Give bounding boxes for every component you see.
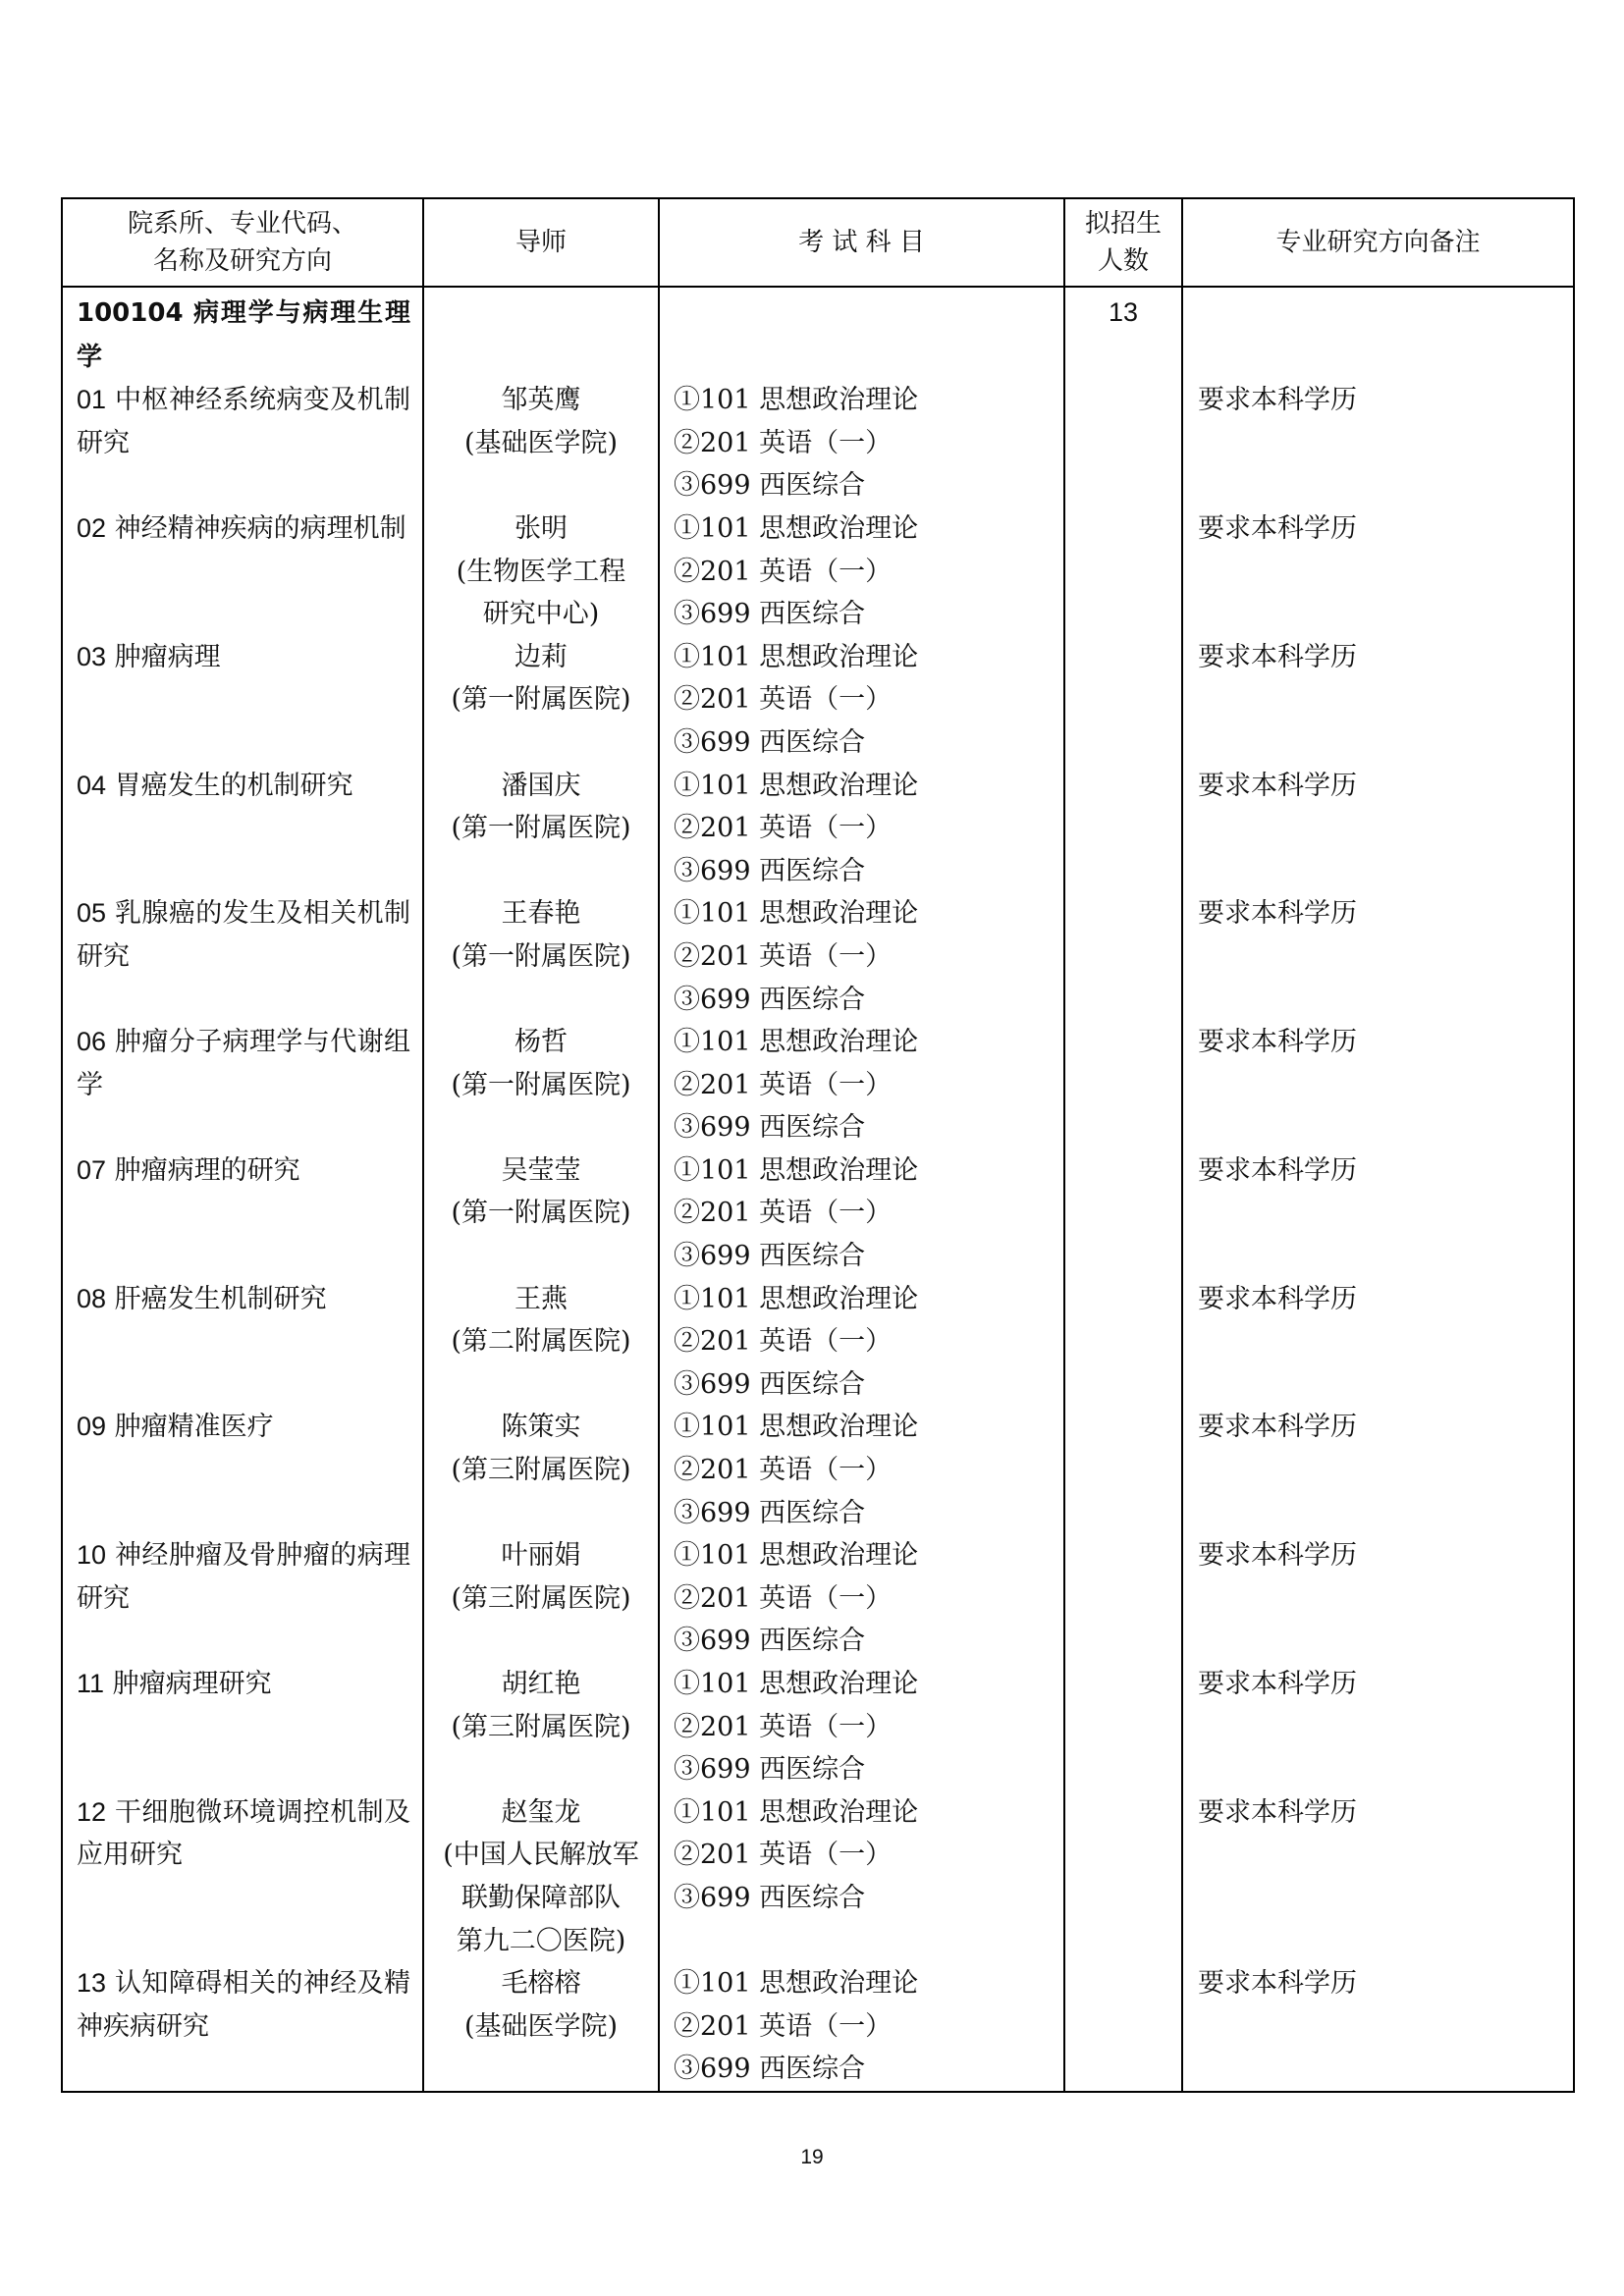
direction-name: 肝癌发生机制研究 [114, 1283, 327, 1314]
note-cell [1182, 1149, 1574, 1278]
header-quota [1064, 198, 1182, 287]
direction-number: 04 [77, 770, 107, 800]
direction-cell [62, 1278, 423, 1407]
exam-subject: ②201 英语（一） [674, 427, 893, 458]
tutor-name: 王春艳 [501, 898, 581, 930]
tutor-affiliation: 第九二〇医院) [456, 1925, 626, 1956]
direction-name: 肿瘤精准医疗 [114, 1412, 274, 1443]
major-code: 100104 [77, 298, 184, 328]
direction-number: 09 [77, 1412, 107, 1442]
quota-cell [1064, 1149, 1182, 1278]
tutor-name: 张明 [514, 512, 568, 544]
direction-number: 11 [77, 1669, 105, 1698]
note-text: 要求本科学历 [1198, 1154, 1357, 1186]
tutor-name: 叶丽娟 [501, 1540, 581, 1572]
direction-cell [62, 765, 423, 893]
direction-cell [62, 379, 423, 507]
header-direction-label: 院系所、专业代码、 名称及研究方向 [127, 209, 357, 276]
note-text: 要求本科学历 [1198, 1283, 1357, 1314]
tutor-affiliation: (第一附属医院) [451, 1069, 631, 1100]
direction-cell [62, 1791, 423, 1962]
direction-cell [62, 1406, 423, 1534]
direction-cell [62, 1663, 423, 1791]
tutor-name: 边莉 [514, 641, 568, 672]
direction-number: 12 [77, 1796, 107, 1827]
header-tutor-label: 导师 [514, 228, 567, 257]
direction-number: 08 [77, 1283, 107, 1313]
quota-cell [1064, 1406, 1182, 1534]
tutor-name: 陈策实 [501, 1412, 581, 1443]
exam-subject: ②201 英语（一） [674, 1198, 893, 1229]
quota-cell [1064, 1534, 1182, 1663]
exam-subject: ③699 西医综合 [674, 984, 866, 1015]
exam-cell [659, 636, 1064, 765]
note-cell [1182, 1278, 1574, 1407]
direction-name: 神经精神疾病的病理机制 [114, 512, 406, 544]
header-exam [659, 198, 1064, 287]
quota-cell [1064, 892, 1182, 1021]
header-tutor [423, 198, 659, 287]
direction-cell [62, 1962, 423, 2092]
tutor-cell [423, 1791, 659, 1962]
quota-cell [1064, 507, 1182, 636]
direction-name: 乳腺癌的发生及相关机制研究 [77, 898, 410, 972]
exam-subject: ②201 英语（一） [674, 1326, 893, 1358]
exam-subject: ①101 思想政治理论 [674, 512, 919, 544]
tutor-cell [423, 1278, 659, 1407]
exam-cell [659, 1278, 1064, 1407]
exam-subject: ②201 英语（一） [674, 813, 893, 844]
tutor-cell [423, 765, 659, 893]
direction-cell [62, 892, 423, 1021]
major-row [62, 287, 1574, 379]
direction-number: 10 [77, 1540, 107, 1571]
table-row [62, 1406, 1574, 1534]
major-quota-cell [1064, 287, 1182, 379]
note-cell [1182, 1791, 1574, 1962]
direction-cell [62, 507, 423, 636]
tutor-cell [423, 1663, 659, 1791]
note-cell [1182, 1406, 1574, 1534]
header-note [1182, 198, 1574, 287]
direction-name: 干细胞微环境调控机制及应用研究 [77, 1796, 410, 1871]
note-text: 要求本科学历 [1198, 1796, 1357, 1828]
note-text: 要求本科学历 [1198, 1968, 1357, 2000]
exam-subject: ③699 西医综合 [674, 726, 866, 758]
tutor-name: 赵玺龙 [501, 1796, 581, 1828]
note-cell [1182, 1962, 1574, 2092]
note-text: 要求本科学历 [1198, 770, 1357, 801]
note-text: 要求本科学历 [1198, 512, 1357, 544]
exam-subject: ③699 西医综合 [674, 599, 866, 630]
exam-subject: ①101 思想政治理论 [674, 1027, 919, 1058]
tutor-affiliation: (第三附属医院) [451, 1711, 631, 1742]
exam-subject: ③699 西医综合 [674, 1368, 866, 1400]
tutor-affiliation: (第一附属医院) [451, 1198, 631, 1229]
direction-name: 认知障碍相关的神经及精神疾病研究 [77, 1968, 410, 2042]
header-quota-label: 拟招生 人数 [1084, 209, 1162, 276]
direction-cell [62, 1149, 423, 1278]
quota-cell [1064, 1962, 1182, 2092]
direction-number: 02 [77, 512, 107, 543]
table-row [62, 636, 1574, 765]
direction-number: 01 [77, 385, 107, 415]
tutor-cell [423, 379, 659, 507]
exam-cell [659, 1149, 1064, 1278]
note-text: 要求本科学历 [1198, 385, 1357, 416]
note-cell [1182, 1534, 1574, 1663]
tutor-affiliation: (第一附属医院) [451, 940, 631, 972]
exam-cell [659, 1406, 1064, 1534]
exam-subject: ③699 西医综合 [674, 855, 866, 886]
header-note-label: 专业研究方向备注 [1275, 228, 1481, 257]
exam-subject: ①101 思想政治理论 [674, 1540, 919, 1572]
exam-cell [659, 1534, 1064, 1663]
exam-cell [659, 379, 1064, 507]
tutor-name: 潘国庆 [501, 770, 581, 801]
table-row [62, 379, 1574, 507]
exam-subject: ②201 英语（一） [674, 684, 893, 716]
exam-subject: ③699 西医综合 [674, 1754, 866, 1786]
tutor-cell [423, 1149, 659, 1278]
exam-subject: ③699 西医综合 [674, 1497, 866, 1528]
table-row [62, 1962, 1574, 2092]
exam-subject: ③699 西医综合 [674, 2054, 866, 2085]
note-cell [1182, 507, 1574, 636]
tutor-cell [423, 892, 659, 1021]
tutor-affiliation: (第三附属医院) [451, 1455, 631, 1486]
tutor-cell [423, 636, 659, 765]
exam-subject: ①101 思想政治理论 [674, 898, 919, 930]
tutor-cell [423, 1021, 659, 1149]
major-cell [62, 287, 423, 379]
header-direction [62, 198, 423, 287]
exam-subject: ①101 思想政治理论 [674, 1154, 919, 1186]
direction-name: 胃癌发生的机制研究 [114, 770, 353, 801]
tutor-name: 杨哲 [514, 1027, 568, 1058]
tutor-cell [423, 1962, 659, 2092]
tutor-name: 王燕 [514, 1283, 568, 1314]
major-note-cell [1182, 287, 1574, 379]
exam-subject: ②201 英语（一） [674, 1582, 893, 1614]
direction-number: 03 [77, 641, 107, 671]
direction-cell [62, 636, 423, 765]
direction-name: 神经肿瘤及骨肿瘤的病理研究 [77, 1540, 410, 1614]
note-text: 要求本科学历 [1198, 1540, 1357, 1572]
tutor-affiliation: (中国人民解放军 [443, 1840, 639, 1871]
tutor-cell [423, 1406, 659, 1534]
exam-subject: ①101 思想政治理论 [674, 770, 919, 801]
enrollment-table [61, 197, 1575, 2093]
tutor-affiliation: 研究中心) [482, 599, 600, 630]
tutor-name: 邹英鹰 [501, 385, 581, 416]
header-exam-label: 考 试 科 目 [798, 228, 925, 257]
exam-subject: ①101 思想政治理论 [674, 1412, 919, 1443]
quota-cell [1064, 1791, 1182, 1962]
exam-cell [659, 1791, 1064, 1962]
note-cell [1182, 1663, 1574, 1791]
exam-cell [659, 765, 1064, 893]
table-row [62, 507, 1574, 636]
tutor-affiliation: (基础医学院) [463, 427, 619, 458]
tutor-affiliation: (第一附属医院) [451, 684, 631, 716]
table-row [62, 1278, 1574, 1407]
major-exam-cell [659, 287, 1064, 379]
quota-cell [1064, 765, 1182, 893]
exam-subject: ①101 思想政治理论 [674, 1283, 919, 1314]
direction-number: 05 [77, 898, 107, 929]
exam-cell [659, 1962, 1064, 2092]
tutor-name: 毛榕榕 [501, 1968, 581, 2000]
exam-subject: ①101 思想政治理论 [674, 1796, 919, 1828]
exam-subject: ②201 英语（一） [674, 1840, 893, 1871]
exam-subject: ②201 英语（一） [674, 940, 893, 972]
direction-cell [62, 1021, 423, 1149]
tutor-cell [423, 1534, 659, 1663]
page-number: 19 [800, 2146, 824, 2168]
exam-cell [659, 507, 1064, 636]
quota-cell [1064, 379, 1182, 507]
tutor-affiliation: (第二附属医院) [451, 1326, 631, 1358]
direction-cell [62, 1534, 423, 1663]
quota-cell [1064, 1663, 1182, 1791]
exam-subject: ①101 思想政治理论 [674, 385, 919, 416]
quota-cell [1064, 1021, 1182, 1149]
exam-subject: ③699 西医综合 [674, 1626, 866, 1657]
direction-name: 中枢神经系统病变及机制研究 [77, 385, 410, 458]
direction-number: 13 [77, 1968, 107, 1999]
table-row [62, 1534, 1574, 1663]
direction-name: 肿瘤病理研究 [112, 1669, 272, 1699]
exam-cell [659, 1663, 1064, 1791]
tutor-affiliation: (第一附属医院) [451, 813, 631, 844]
table-row [62, 1149, 1574, 1278]
direction-name: 肿瘤病理 [114, 641, 221, 672]
table-row [62, 1021, 1574, 1149]
tutor-affiliation: (基础医学院) [463, 2010, 619, 2042]
exam-subject: ②201 英语（一） [674, 2010, 893, 2042]
major-quota: 13 [1108, 297, 1139, 327]
table-header-row [62, 198, 1574, 287]
table-row [62, 765, 1574, 893]
tutor-cell [423, 507, 659, 636]
note-text: 要求本科学历 [1198, 1412, 1357, 1443]
quota-cell [1064, 1278, 1182, 1407]
tutor-name: 胡红艳 [501, 1669, 581, 1699]
note-text: 要求本科学历 [1198, 641, 1357, 672]
tutor-affiliation: 联勤保障部队 [461, 1882, 621, 1913]
exam-subject: ③699 西医综合 [674, 1882, 866, 1913]
note-cell [1182, 636, 1574, 765]
note-cell [1182, 892, 1574, 1021]
note-text: 要求本科学历 [1198, 898, 1357, 930]
exam-cell [659, 892, 1064, 1021]
exam-cell [659, 1021, 1064, 1149]
exam-subject: ③699 西医综合 [674, 1112, 866, 1144]
direction-name: 肿瘤病理的研究 [114, 1154, 300, 1186]
major-name: 病理学与病理生理学 [77, 298, 410, 372]
table-row [62, 1791, 1574, 1962]
table-row [62, 892, 1574, 1021]
major-tutor-cell [423, 287, 659, 379]
exam-subject: ①101 思想政治理论 [674, 1968, 919, 2000]
note-text: 要求本科学历 [1198, 1027, 1357, 1058]
exam-subject: ②201 英语（一） [674, 556, 893, 587]
note-cell [1182, 1021, 1574, 1149]
exam-subject: ②201 英语（一） [674, 1711, 893, 1742]
tutor-affiliation: (生物医学工程 [456, 556, 626, 587]
quota-cell [1064, 636, 1182, 765]
tutor-affiliation: (第三附属医院) [451, 1582, 631, 1614]
direction-number: 07 [77, 1154, 107, 1185]
direction-name: 肿瘤分子病理学与代谢组学 [77, 1027, 410, 1100]
table-row [62, 1663, 1574, 1791]
note-text: 要求本科学历 [1198, 1669, 1357, 1699]
exam-subject: ③699 西医综合 [674, 1241, 866, 1272]
note-cell [1182, 379, 1574, 507]
exam-subject: ①101 思想政治理论 [674, 641, 919, 672]
exam-subject: ③699 西医综合 [674, 470, 866, 502]
exam-subject: ①101 思想政治理论 [674, 1669, 919, 1699]
tutor-name: 吴莹莹 [501, 1154, 581, 1186]
note-cell [1182, 765, 1574, 893]
exam-subject: ②201 英语（一） [674, 1069, 893, 1100]
exam-subject: ②201 英语（一） [674, 1455, 893, 1486]
direction-number: 06 [77, 1027, 107, 1057]
